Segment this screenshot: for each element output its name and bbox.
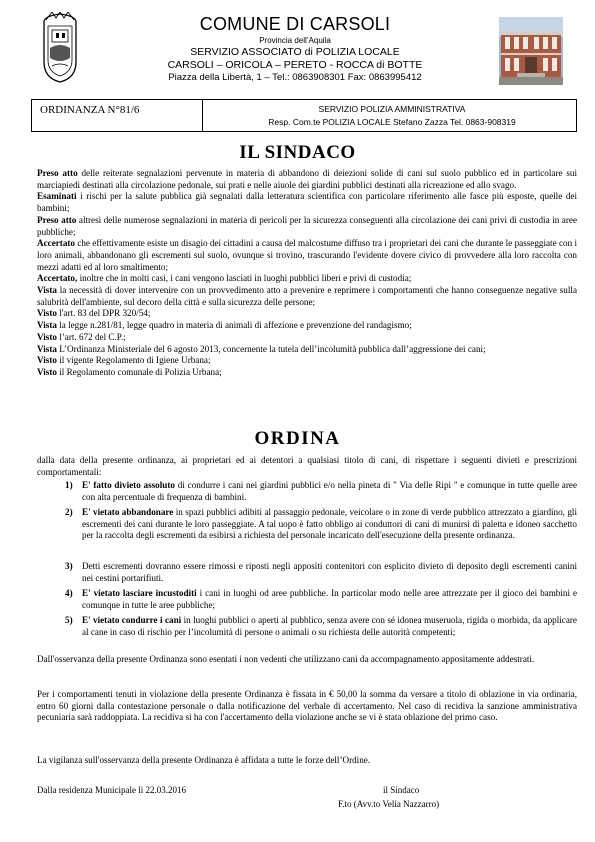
rule-number: 1) <box>65 480 73 490</box>
rule-number: 4) <box>65 588 73 598</box>
exemption-paragraph: Dall'osservanza della presente Ordinanza sono esentati i non vedenti che utilizzano cani da accompagnamento appositamente addestrati. <box>37 654 535 664</box>
rule-number: 5) <box>65 615 73 625</box>
town-hall-photo <box>499 17 563 85</box>
service-line: SERVIZIO ASSOCIATO di POLIZIA LOCALE <box>190 46 400 58</box>
signature-name: F.to (Avv.to Velia Nazzarro) <box>338 799 440 809</box>
reference-divider <box>202 100 203 131</box>
premise-4: Accertato che effettivamente esiste un disagio dei cittadini a causa del malcostume diffuso tra i proprietari dei cani che durante le passeggiate con i loro animali, abbandonano gli escrementi sul suolo, ovunque si trovino, trascurando l'evidente dovere civico di provvedere alla loro raccolta con mezzi adatti ed al loro smaltimento; <box>37 238 577 272</box>
rule-number: 3) <box>65 561 73 571</box>
ordina-intro: dalla data della presente ordinanza, ai proprietari ed ai detentori a qualsiasi titolo di cani, di rispettare i seguenti divieti e prescrizioni comportamentali: <box>37 455 577 477</box>
reference-box <box>31 99 577 132</box>
sanction-paragraph: Per i comportamenti tenuti in violazione della presente Ordinanza è fissata in € 50,00 la somma da versare a titolo di oblazione in via ordinaria, entro 60 giorni dalla contestazione personale o dalla notificazione del verbale di accertamento. Nel caso di recidiva la sanzione amministrativa pecuniaria sarà raddoppiata. La recidiva si ha con l'accertamento della violazione anche se vi è stata oblazione del primo caso. <box>37 689 577 723</box>
rule-item-2: 2) E' vietato abbandonare in spazi pubblici adibiti al passaggio pedonale, veicolare o in zone di verde pubblico attrezzato a giardino, gli escrementi dei cani durante le loro passeggiate. A tal uopo è fatto obbligo ai conduttori di cani di munirsi di paletta e idoneo sacchetto per la raccolta degli escrementi da esibirsi a richiesta del personale incaricato dell'esecuzione della presente ordinanza. <box>65 507 577 541</box>
municipal-crest-icon <box>38 12 82 84</box>
ordina-heading: ORDINA <box>254 428 341 449</box>
premise-5: Accertato, inoltre che in molti casi, i cani vengono lasciati in luoghi pubblici liberi e privi di custodia; <box>37 273 412 284</box>
premise-11: Visto il vigente Regolamento di Igiene Urbana; <box>37 355 211 366</box>
rule-number: 2) <box>65 507 73 517</box>
place-date: Dalla residenza Municipale lì 22.03.2016 <box>37 785 186 795</box>
towns-line: CARSOLI – ORICOLA – PERETO - ROCCA di BOTTE <box>167 59 423 71</box>
premise-6: Vista la necessità di dover intervenire con un provvedimento atto a prevenire e reprimere i comportamenti che hanno conseguenze negative sulla salubrità dell'ambiente, sul decoro della città e sulla sicurezza delle persone; <box>37 285 577 307</box>
premises-block <box>37 168 577 379</box>
province-line: Provincia dell’Aquila <box>259 36 331 45</box>
premise-2: Esaminati i rischi per la salute pubblica già segnalati dalla letteratura scientifica con particolare riferimento alle fasce più esposte, quelle dei bambini; <box>37 191 577 214</box>
rule-item-4: 4) E' vietato lasciare incustoditi i cani in luoghi od aree pubbliche. In particolar modo nelle aree attrezzate per il gioco dei bambini e comunque in tutte le aree pubbliche; <box>65 588 577 610</box>
mayor-heading: IL SINDACO <box>239 142 356 163</box>
rule-item-3: 3) Detti escrementi dovranno essere rimossi e riposti negli appositi contenitori con esplicito divieto di deposito degli escrementi canini nei cestini portarifiuti. <box>65 561 577 583</box>
premise-8: Vista la legge n.281/81, legge quadro in materia di animali di affezione e prevenzione del randagismo; <box>37 320 412 331</box>
premise-10: Vista L’Ordinanza Ministeriale del 6 agosto 2013, concernente la tutela dell’incolumità pubblica dall’aggressione dei cani; <box>37 343 486 354</box>
reference-responsible: Resp. Com.te POLIZIA LOCALE Stefano Zazza Tel. 0863-908319 <box>268 117 516 127</box>
premise-7: Visto l'art. 83 del DPR 320/54; <box>37 308 151 319</box>
ordinance-number: ORDINANZA N°81/6 <box>40 104 140 116</box>
rule-item-5: 5) E' vietato condurre i cani in luoghi pubblici o aperti al pubblico, senza avere con sé idonea museruola, rigida o morbida, da applicare al cane in caso di rischio per l’incolumità di persone o animali o su richiesta delle autorità competenti; <box>65 615 577 637</box>
address-line: Piazza della Libertà, 1 – Tel.: 0863908301 Fax: 0863995412 <box>168 72 422 83</box>
municipality-title: COMUNE DI CARSOLI <box>199 14 391 34</box>
signature-title: il Sindaco <box>383 785 420 795</box>
premise-3: Preso atto altresì delle numerose segnalazioni in materia di pericoli per la sicurezza conseguenti alla circolazione dei cani privi di custodia in aree pubbliche; <box>37 214 577 237</box>
reference-service: SERVIZIO POLIZIA AMMINISTRATIVA <box>318 104 466 114</box>
premise-12: Visto il Regolamento comunale di Polizia Urbana; <box>37 366 222 377</box>
premise-9: Visto l’art. 672 del C.P.; <box>37 331 126 342</box>
vigilance-paragraph: La vigilanza sull'osservanza della presente Ordinanza è affidata a tutte le forze dell’Ordine. <box>37 755 371 765</box>
premise-1: Preso atto delle reiterate segnalazioni pervenute in materia di abbandono di deiezioni solide di cani sul suolo pubblico ed in particolare sui marciapiedi destinati alla circolazione pedonale, sui prati e nelle aiuole dei giardini pubblici destinati alla ricreazione ed allo svago. <box>37 168 577 190</box>
rule-item-1: 1) E' fatto divieto assoluto di condurre i cani nei giardini pubblici e/o nella pineta di " Via delle Ripi " e comunque in tutte quelle aree con alta percentuale di frequenza di bambini. <box>65 480 577 502</box>
